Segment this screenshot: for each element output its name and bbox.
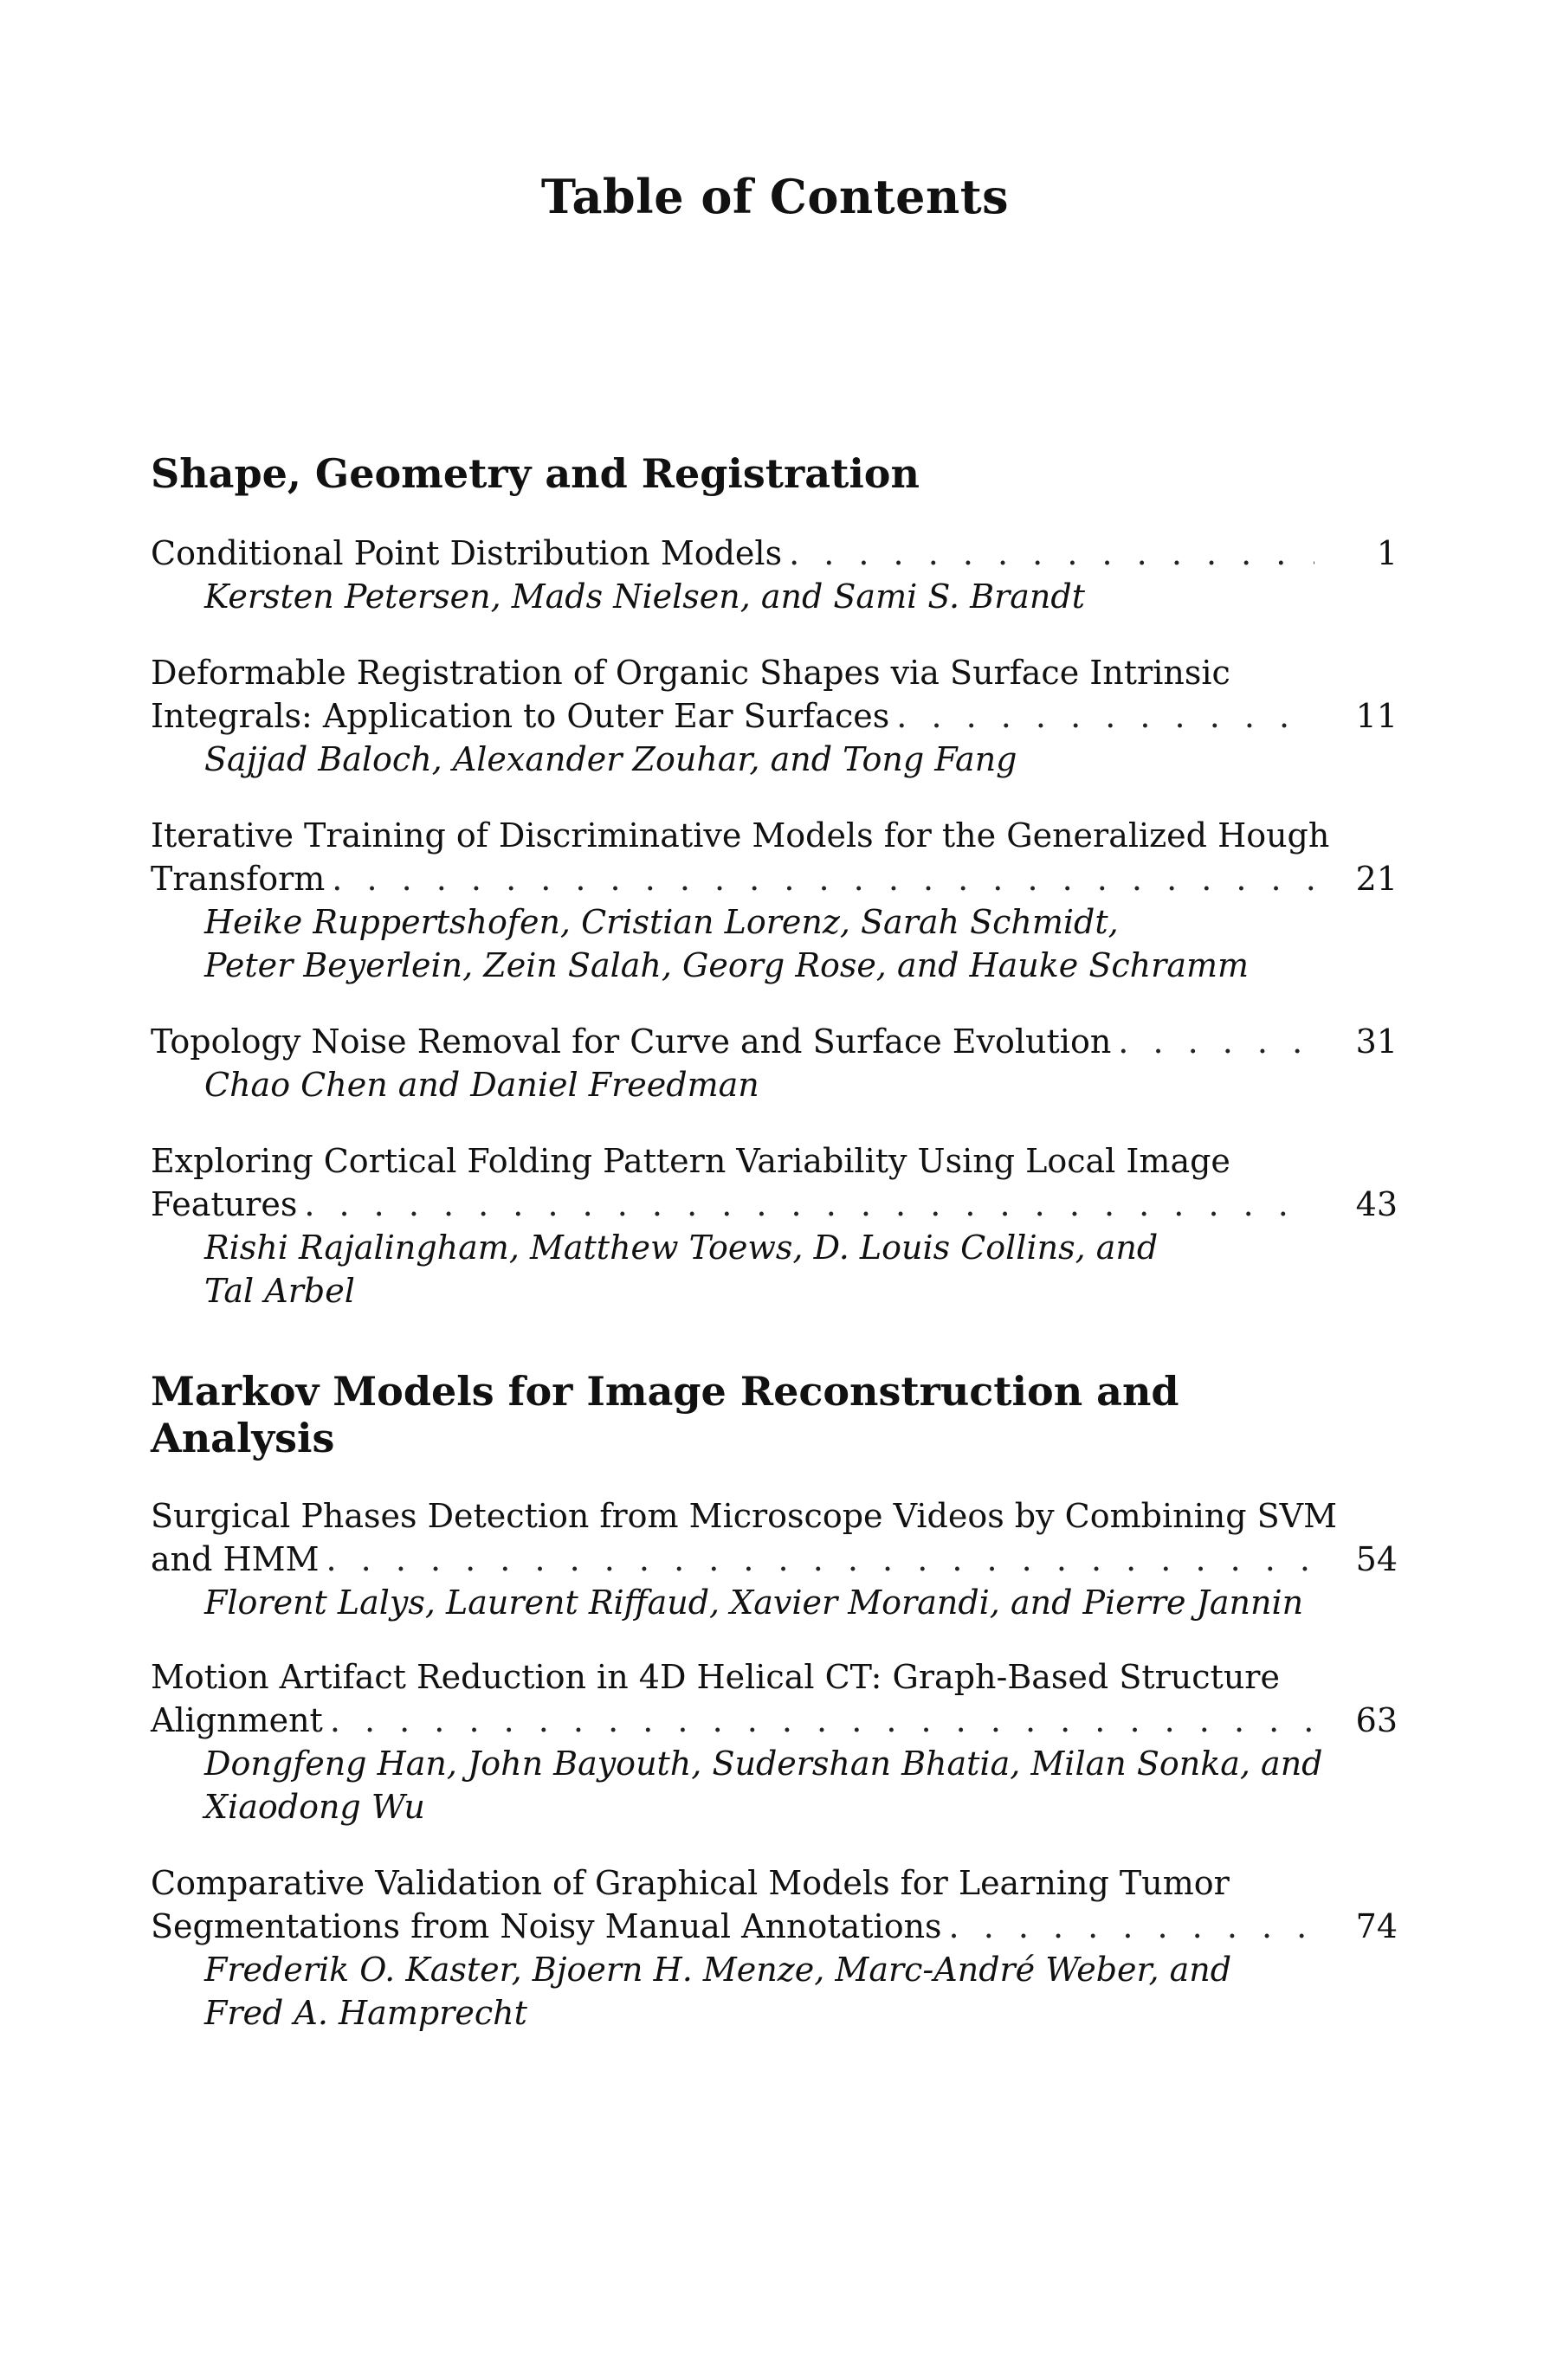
leader-dots [326, 1538, 1315, 1581]
toc-entry[interactable] [151, 651, 1398, 781]
entry-authors: Kersten Petersen, Mads Nielsen, and Sami S. Brandt [204, 577, 1086, 616]
entry-title-line [151, 1699, 1398, 1742]
entry-authors: Florent Lalys, Laurent Riffaud, Xavier Morandi, and Pierre Jannin [204, 1583, 1304, 1622]
entry-authors: Rishi Rajalingham, Matthew Toews, D. Louis Collins, and [204, 1229, 1159, 1267]
entry-authors: Xiaodong Wu [204, 1788, 425, 1826]
entry-title-line [151, 651, 1398, 694]
page-number: 43 [1355, 1185, 1398, 1223]
toc-entry[interactable] [151, 1139, 1398, 1313]
entry-title-line [151, 1905, 1398, 1948]
entry-title-line [151, 694, 1398, 738]
entry-title: and HMM [151, 1540, 320, 1578]
entry-title: Deformable Registration of Organic Shapes via Surface Intrinsic [151, 654, 1230, 692]
page-number: 74 [1355, 1907, 1398, 1945]
toc-entry[interactable] [151, 1861, 1398, 2035]
section-heading-2 [151, 1368, 1398, 1461]
entry-authors: Heike Ruppertshofen, Cristian Lorenz, Sarah Schmidt, [204, 903, 1119, 941]
entry-title-line [151, 1139, 1398, 1183]
page-number: 11 [1355, 697, 1398, 735]
entry-title-line [151, 1861, 1398, 1905]
leader-dots [330, 1699, 1314, 1742]
leader-dots [1118, 1020, 1314, 1063]
section-title: Shape, Geometry and Registration [151, 450, 920, 497]
leader-dots [949, 1905, 1314, 1948]
page-number: 54 [1355, 1540, 1398, 1578]
toc-entry[interactable] [151, 1494, 1398, 1624]
entry-authors: Peter Beyerlein, Zein Salah, Georg Rose, and Hauke Schramm [204, 946, 1250, 984]
entry-title-line [151, 1020, 1398, 1063]
entry-title: Iterative Training of Discriminative Models for the Generalized Hough [151, 816, 1330, 855]
entry-title: Integrals: Application to Outer Ear Surfaces [151, 697, 890, 735]
entry-title: Segmentations from Noisy Manual Annotations [151, 1907, 942, 1945]
entry-title: Exploring Cortical Folding Pattern Variability Using Local Image [151, 1142, 1230, 1180]
page-number: 63 [1355, 1701, 1398, 1739]
entry-title: Motion Artifact Reduction in 4D Helical CT: Graph-Based Structure [151, 1658, 1280, 1696]
entry-title: Topology Noise Removal for Curve and Surface Evolution [151, 1022, 1112, 1061]
entry-title: Comparative Validation of Graphical Models for Learning Tumor [151, 1864, 1230, 1902]
leader-dots [896, 694, 1314, 738]
toc-entry[interactable] [151, 814, 1398, 987]
entry-title-line [151, 1494, 1398, 1538]
section-title-line: Analysis [151, 1415, 335, 1461]
toc-entry[interactable] [151, 532, 1398, 618]
entry-title-line [151, 1538, 1398, 1581]
entry-title-line [151, 814, 1398, 857]
leader-dots [789, 532, 1314, 575]
entry-authors: Tal Arbel [204, 1272, 355, 1310]
page-number: 31 [1355, 1022, 1398, 1061]
toc-entry[interactable] [151, 1655, 1398, 1829]
entry-authors: Sajjad Baloch, Alexander Zouhar, and Tong Fang [204, 740, 1017, 778]
entry-title: Transform [151, 860, 326, 898]
toc-entry[interactable] [151, 1020, 1398, 1106]
entry-title: Alignment [151, 1701, 323, 1739]
entry-authors: Frederik O. Kaster, Bjoern H. Menze, Marc-André Weber, and [204, 1951, 1232, 1989]
page-number: 1 [1376, 534, 1398, 572]
page-number: 21 [1355, 860, 1398, 898]
entry-authors: Dongfeng Han, John Bayouth, Sudershan Bhatia, Milan Sonka, and [204, 1745, 1323, 1783]
entry-title-line [151, 1183, 1398, 1226]
entry-title: Surgical Phases Detection from Microscope Videos by Combining SVM [151, 1497, 1338, 1535]
section-heading-1 [151, 450, 1398, 497]
entry-title-line [151, 532, 1398, 575]
entry-title: Conditional Point Distribution Models [151, 534, 783, 572]
leader-dots [304, 1183, 1314, 1226]
entry-authors: Chao Chen and Daniel Freedman [204, 1066, 759, 1104]
entry-title: Features [151, 1185, 298, 1223]
page-title: Table of Contents [540, 169, 1010, 224]
section-title-line: Markov Models for Image Reconstruction and [151, 1368, 1179, 1415]
entry-title-line [151, 857, 1398, 900]
entry-authors: Fred A. Hamprecht [204, 1994, 527, 2032]
entry-title-line [151, 1655, 1398, 1699]
leader-dots [332, 857, 1314, 900]
